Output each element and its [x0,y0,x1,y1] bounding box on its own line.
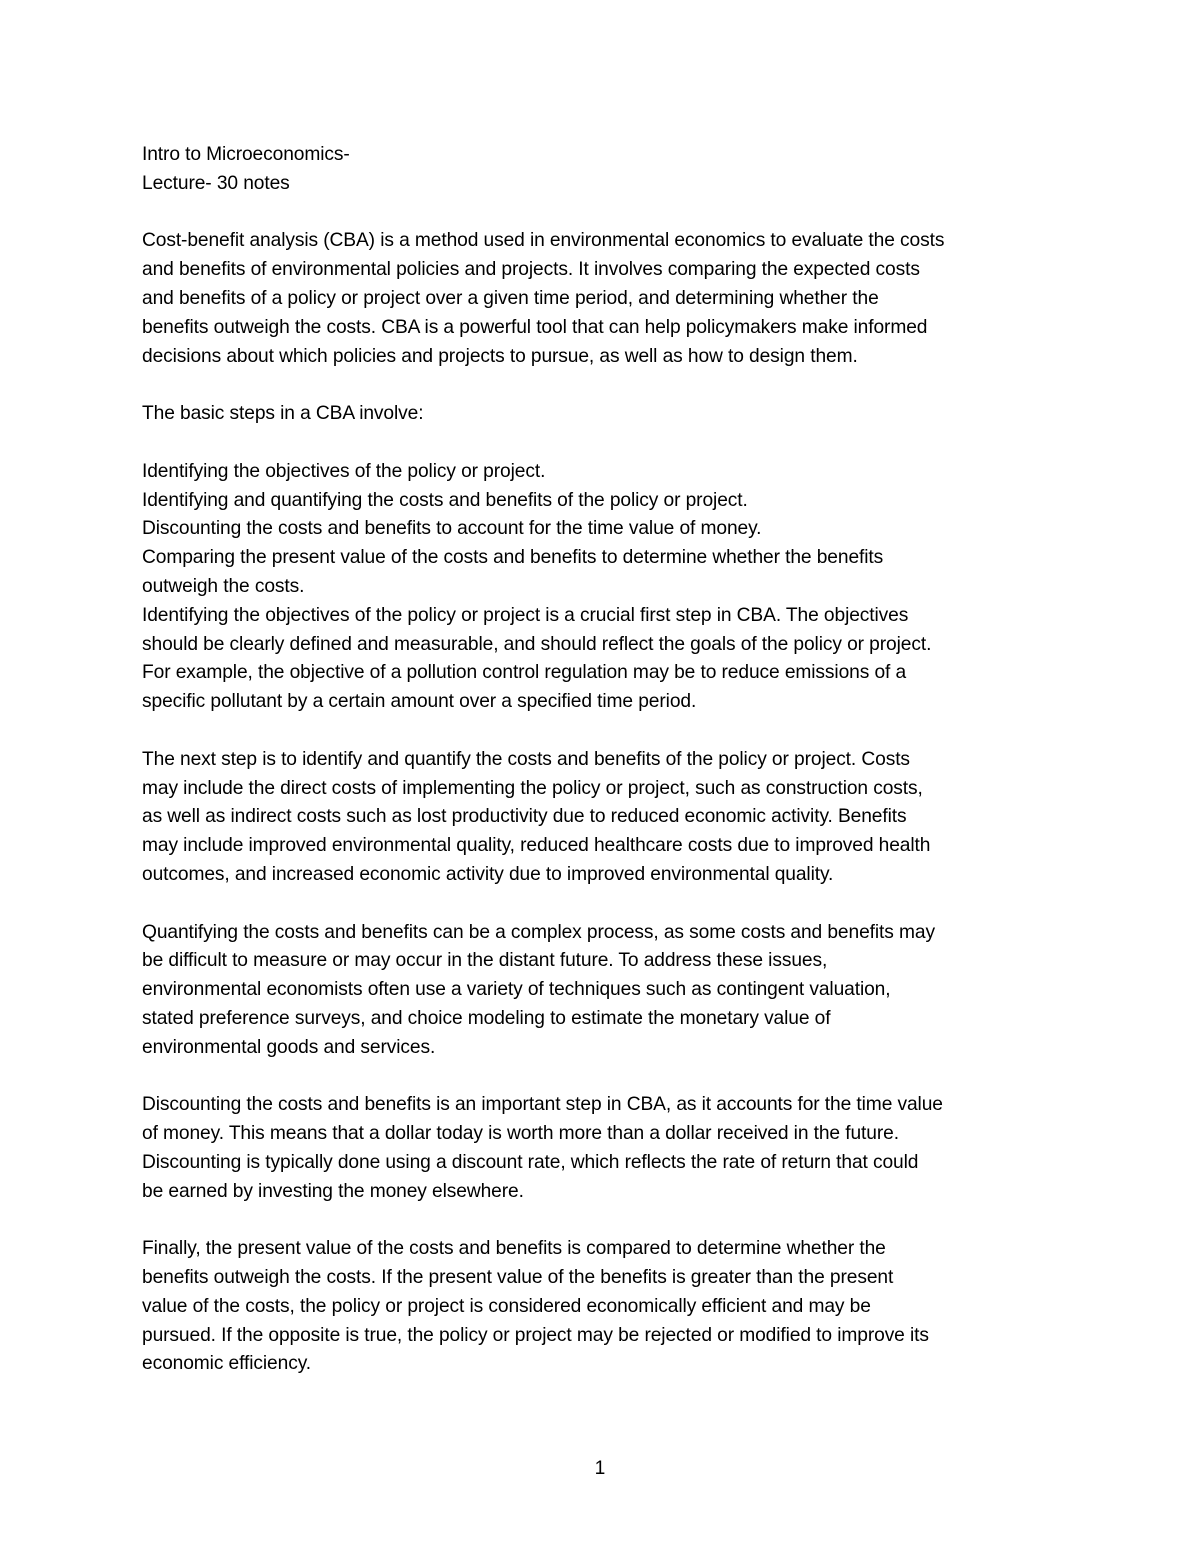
text-line: of money. This means that a dollar today is worth more than a dollar received in the future. [142,1123,899,1145]
text-line: stated preference surveys, and choice modeling to estimate the monetary value of [142,1007,831,1029]
step-line: Comparing the present value of the costs and benefits to determine whether the benefits [142,547,884,569]
text-line: environmental goods and services. [142,1036,436,1058]
text-line: and benefits of environmental policies and projects. It involves comparing the expected costs [142,259,920,281]
text-line: environmental economists often use a variety of techniques such as contingent valuation, [142,979,891,1001]
text-line: outcomes, and increased economic activity due to improved environmental quality. [142,863,834,885]
text-line: be difficult to measure or may occur in the distant future. To address these issues, [142,950,828,972]
step-line: Identifying the objectives of the policy or project. [142,460,546,482]
text-line: may include the direct costs of implementing the policy or project, such as construction costs, [142,777,923,799]
text-line: may include improved environmental quality, reduced healthcare costs due to improved health [142,835,931,857]
text-line: Discounting the costs and benefits is an important step in CBA, as it accounts for the time value [142,1094,943,1116]
course-title: Intro to Microeconomics- [142,144,350,165]
finally-paragraph [142,1235,1067,1379]
text-line: The next step is to identify and quantify the costs and benefits of the policy or project. Costs [142,748,910,770]
spacer [142,717,1067,746]
text-line: For example, the objective of a pollution control regulation may be to reduce emissions of a [142,662,907,684]
spacer [142,1063,1067,1092]
text-line: Identifying the objectives of the policy or project is a crucial first step in CBA. The objectives [142,604,909,626]
text-line: Discounting is typically done using a discount rate, which reflects the rate of return that could [142,1151,919,1173]
step-line: Discounting the costs and benefits to account for the time value of money. [142,518,762,540]
step-line: outweigh the costs. [142,575,305,597]
text-line: decisions about which policies and projects to pursue, as well as how to design them. [142,345,858,367]
text-line: pursued. If the opposite is true, the policy or project may be rejected or modified to improve its [142,1324,929,1346]
text-line: should be clearly defined and measurable, and should reflect the goals of the policy or project. [142,633,932,655]
quantifying-paragraph [142,919,1067,1063]
text-line: Finally, the present value of the costs and benefits is compared to determine whether the [142,1238,886,1260]
text-line: as well as indirect costs such as lost productivity due to reduced economic activity. Benefits [142,806,907,828]
step-line: Identifying and quantifying the costs and benefits of the policy or project. [142,489,748,511]
steps-block [142,458,1067,717]
text-line: and benefits of a policy or project over a given time period, and determining whether the [142,287,879,309]
discounting-paragraph [142,1091,1067,1206]
text-line: Cost-benefit analysis (CBA) is a method used in environmental economics to evaluate the costs [142,230,945,252]
text-line: specific pollutant by a certain amount over a specified time period. [142,691,697,713]
text-line: economic efficiency. [142,1353,311,1375]
document-body [142,141,1067,1379]
text-line: be earned by investing the money elsewhere. [142,1180,524,1202]
steps-heading: The basic steps in a CBA involve: [142,403,424,425]
spacer [142,1206,1067,1235]
text-line: value of the costs, the policy or project is considered economically efficient and may be [142,1295,871,1317]
text-line: Quantifying the costs and benefits can be a complex process, as some costs and benefits may [142,921,935,943]
text-line: benefits outweigh the costs. CBA is a powerful tool that can help policymakers make informed [142,316,928,338]
spacer [142,429,1067,458]
spacer [142,371,1067,400]
spacer [142,890,1067,919]
page-number: 1 [594,1458,606,1479]
intro-paragraph [142,227,1067,371]
lecture-title: Lecture- 30 notes [142,172,290,194]
next-step-paragraph [142,746,1067,890]
spacer [142,199,1067,228]
text-line: benefits outweigh the costs. If the present value of the benefits is greater than the present [142,1267,894,1289]
